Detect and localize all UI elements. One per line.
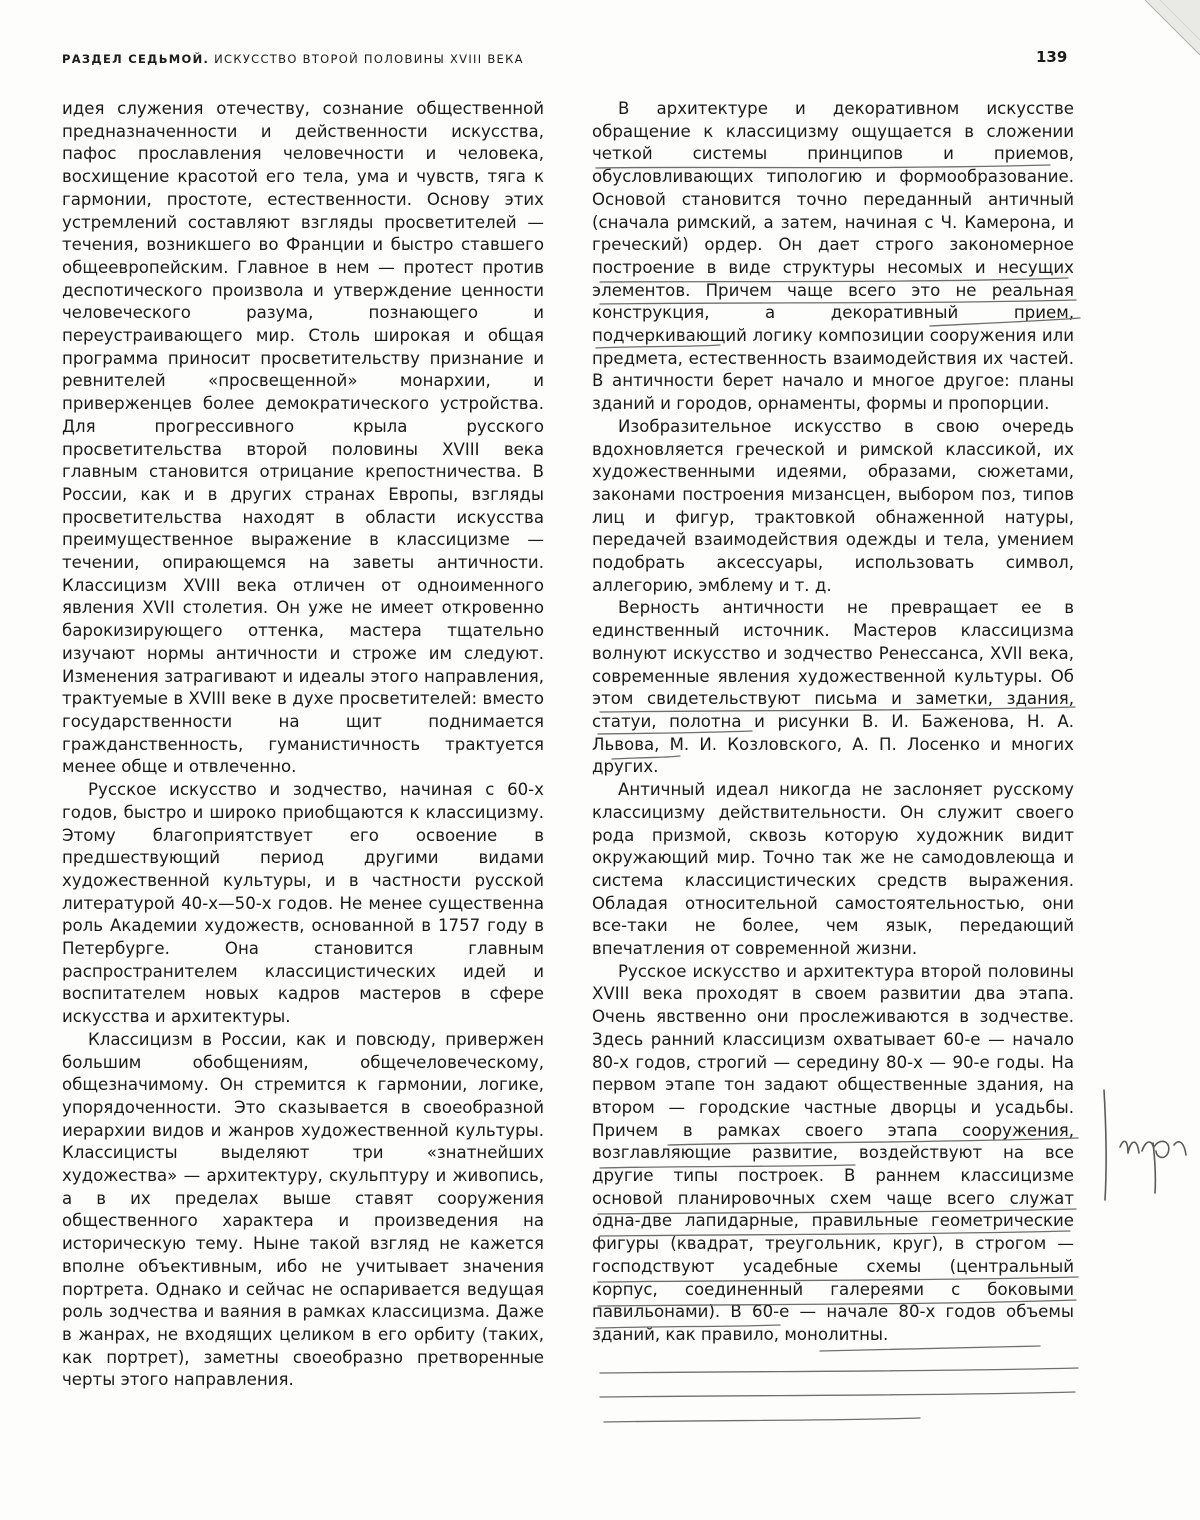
- page-number: 139: [1036, 48, 1068, 66]
- paragraph: Классицизм в России, как и повсюду, привержен большим обобщениям, общечеловеческому, общезначимому. Он стремится к гармонии, логике, упорядоченности. Это сказывается в своеобразной иерархии видов и жанров художественной культуры. Классицисты выделяют три «знатнейших художества» — архитектуру, скульптуру и живопись, а в их пределах выше ставят сооружения общественного характера и произведения на историческую тему. Ныне такой взгляд не кажется вполне объективным, ибо не учитывает значения портрета. Однако и сейчас не оспаривается ведущая роль зодчества и ваяния в рамках классицизма. Даже в жанрах, не входящих целиком в его орбиту (таких, как портрет), заметны своеобразно претворенные черты этого направления.: [62, 1029, 544, 1390]
- handwritten-margin-note: [1098, 1085, 1193, 1205]
- underline-mark: [600, 1392, 1075, 1397]
- paragraph: Античный идеал никогда не заслоняет русскому классицизму действительности. Он служит своего рода призмой, сквозь которую художник видит окружающий мир. Точно так же не самодовлеюща и система классицистических средств выражения. Обладая относительной самостоятельностью, они все-таки не более, чем язык, передающий впечатления от современной жизни.: [592, 780, 1074, 959]
- paragraph: В архитектуре и декоративном искусстве обращение к классицизму ощущается в сложении четкой системы принципов и приемов, обусловливающих типологию и формообразование. Основой становится точно переданный античный (сначала римский, а затем, начиная с Ч. Камерона, и греческий) ордер. Он дает строго закономерное построение в виде структуры несомых и несущих элементов. Причем чаще всего это не реальная конструкция, а декоративный прием, подчеркивающий логику композиции сооружения или предмета, естественность взаимодействия их частей. В античности берет начало и многое другое: планы зданий и городов, орнаменты, формы и пропорции.: [592, 99, 1074, 414]
- paragraph: идея служения отечеству, сознание общественной предназначенности и действенности искусства, пафос прославления человечности и человека, восхищение красотой его тела, ума и чувств, тяга к гармонии, простоте, естественности. Основу этих устремлений составляют взгляды просветителей — течения, возникшего во Франции и быстро ставшего общеевропейским. Главное в нем — протест против деспотического произвола и утверждение ценности человеческого разума, познающего и переустраивающего мир. Столь широкая и общая программа приносит просветительству признание и ревнителей «просвещенной» монархии, и приверженцев более демократического устройства. Для прогрессивного крыла русского просветительства второй половины XVIII века главным становится отрицание крепостничества. В России, как и в других странах Европы, взгляды просветительства находят в области искусства преимущественное выражение в классицизме — течении, опирающемся на заветы античности. Классицизм XVIII века отличен от одноименного явления XVII столетия. Он уже не имеет откровенно барокизирующего оттенка, мастера тщательно изучают нормы античности и строже им следуют. Изменения затрагивают и идеалы этого направления, трактуемые в XVIII веке в духе просветителей: вместо государственности на щит поднимается гражданственность, гуманистичность трактуется менее обще и отвлеченно.: [62, 99, 544, 777]
- page-corner-fold: [1105, 0, 1200, 95]
- chapter-title: ИСКУССТВО ВТОРОЙ ПОЛОВИНЫ XVIII ВЕКА: [214, 52, 524, 66]
- paragraph: Русское искусство и зодчество, начиная с 60-х годов, быстро и широко приобщаются к классицизму. Этому благоприятствует его освоение в предшествующий период другими видами художественной культуры, и в частности русской литературой 40-х—50-х годов. Не менее существенна роль Академии художеств, основанной в 1757 году в Петербурге. Она становится главным распространителем классицистических идей и воспитателем новых кадров мастеров в сфере искусства и архитектуры.: [62, 780, 544, 1027]
- paragraph: Верность античности не превращает ее в единственный источник. Мастеров классицизма волнуют искусство и зодчество Ренессанса, XVII века, современные явления художественной культуры. Об этом свидетельствуют письма и заметки, здания, статуи, полотна и рисунки В. И. Баженова, Н. А. Львова, М. И. Козловского, А. П. Лосенко и многих других.: [592, 598, 1074, 777]
- running-head: [62, 52, 524, 66]
- left-column: [62, 98, 544, 1392]
- paragraph: Русское искусство и архитектура второй половины XVIII века проходят в своем развитии два этапа. Очень явственно они прослеживаются в зодчестве. Здесь ранний классицизм охватывает 60-е — начало 80-х годов, строгий — середину 80-х — 90-е годы. На первом этапе тон задают общественные здания, на втором — городские частные дворцы и усадьбы. Причем в рамках своего этапа сооружения, возглавляющие развитие, воздействуют на все другие типы построек. В раннем классицизме основой планировочных схем чаще всего служат одна-две лапидарные, правильные геометрические фигуры (квадрат, треугольник, круг), в строгом — господствуют усадебные схемы (центральный корпус, соединенный галереями с боковыми павильонами). В 60-е — начале 80-х годов объемы зданий, как правило, монолитны.: [592, 961, 1074, 1344]
- paragraph: Изобразительное искусство в свою очередь вдохновляется греческой и римской классикой, их художественными идеями, образами, сюжетами, законами построения мизансцен, выбором поз, типов лиц и фигур, трактовкой обнаженной натуры, передачей взаимодействия одежды и тела, умением подобрать аксессуары, использовать символ, аллегорию, эмблему и т. д.: [592, 416, 1074, 595]
- underline-mark: [604, 1418, 920, 1422]
- right-column: [592, 98, 1074, 1347]
- underline-mark: [600, 1368, 1078, 1373]
- underline-mark: [820, 1346, 1040, 1351]
- section-label: РАЗДЕЛ СЕДЬМОЙ.: [62, 52, 210, 66]
